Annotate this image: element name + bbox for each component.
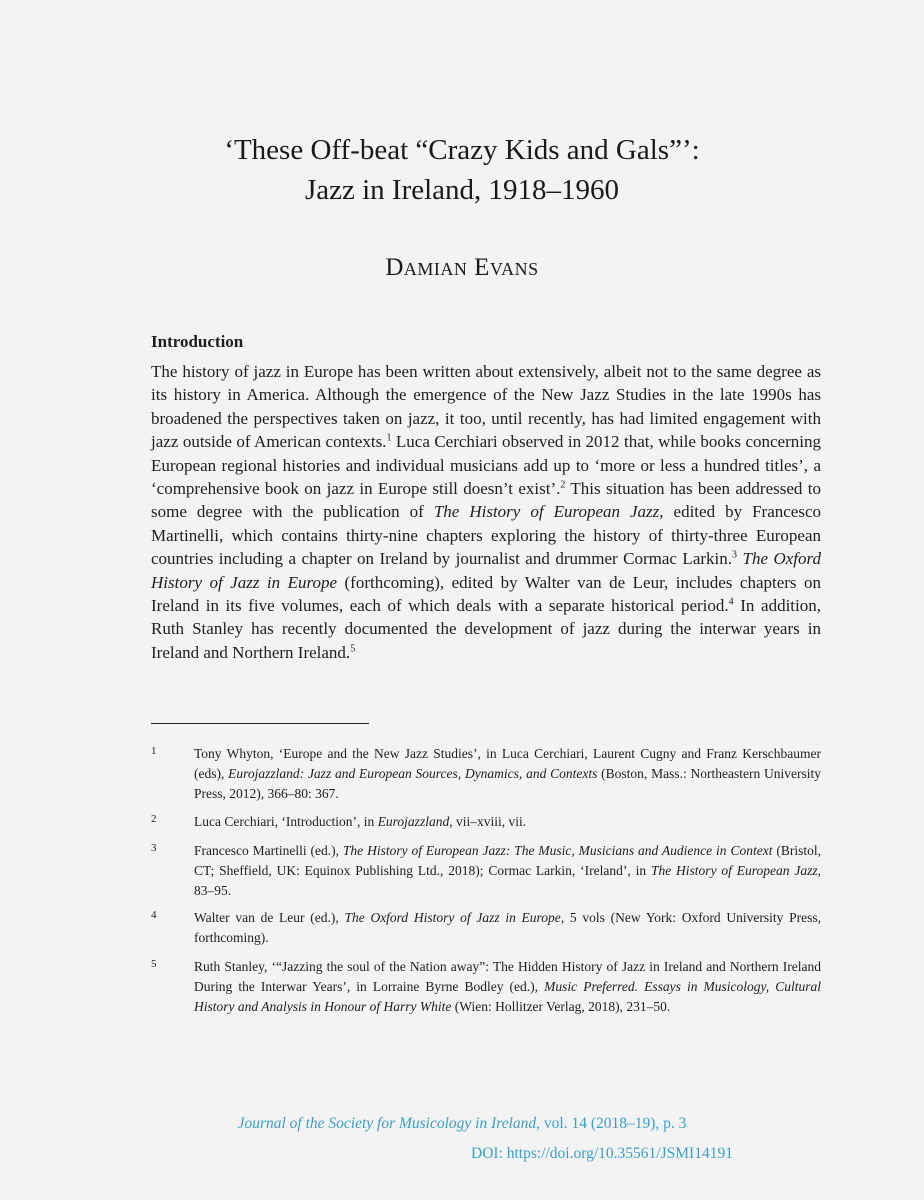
footnote-ref-3[interactable]: 3	[732, 549, 737, 561]
footnote-text-part: Luca Cerchiari, ‘Introduction’, in	[194, 814, 378, 829]
footnote-number: 1	[151, 745, 157, 757]
journal-issue: , vol. 14 (2018–19), p. 3	[536, 1115, 687, 1132]
intro-paragraph	[151, 360, 821, 664]
footnote-2	[151, 812, 821, 832]
footnote-italic-title: The History of European Jazz: The Music, Musicians and Audience in Context	[342, 843, 773, 858]
footnote-text-part: (Bristol, CT; Sheffield, UK: Equinox Publishing Ltd., 2018); Cormac Larkin, ‘Ireland’, in	[194, 843, 821, 878]
body-sentence-3b: , edited by Francesco Martinelli, which contains thirty-nine chapters exploring the history of thirty-three European countries including a chapter on Ireland by journalist and drummer Cormac Larkin.	[151, 502, 821, 569]
footnote-text-part: Francesco Martinelli (ed.),	[194, 843, 343, 858]
author-name: Damian Evans	[385, 254, 539, 281]
footnote-number: 3	[151, 842, 157, 854]
footnote-text-part: , vii–xviii, vii.	[449, 814, 527, 829]
footnote-text-part: Tony Whyton, ‘Europe and the New Jazz Studies’, in Luca Cerchiari, Laurent Cugny and Franz Kerschbaumer (eds),	[194, 746, 821, 781]
body-sentence-4: (forthcoming), edited by Walter van de Leur, includes chapters on Ireland in its five volumes, each of which deals with a separate historical period.	[151, 572, 822, 616]
footnote-text-part: Ruth Stanley, ‘“Jazzing the soul of the Nation away”: The Hidden History of Jazz in Ireland and Northern Ireland During the Interwar Years’, in Lorraine Byrne Bodley (ed.),	[194, 959, 821, 994]
footnote-ref-4[interactable]: 4	[728, 596, 734, 608]
footnote-italic-title: The Oxford History of Jazz in Europe	[344, 910, 561, 925]
footnote-text	[194, 908, 821, 948]
footnote-italic-title: Eurojazzland	[377, 814, 450, 829]
footnote-italic-title: Eurojazzland: Jazz and European Sources, Dynamics, and Contexts	[228, 766, 598, 781]
footnote-ref-2[interactable]: 2	[560, 479, 566, 491]
section-heading: Introduction	[151, 332, 244, 351]
body-sentence-3: This situation has been addressed to some degree with the publication of	[151, 479, 821, 522]
footnote-text	[194, 744, 821, 804]
footnote-italic-title: Music Preferred. Essays in Musicology, Cultural History and Analysis in Honour of Harry White	[194, 979, 821, 1014]
footnote-text-part: (Boston, Mass.: Northeastern University Press, 2012), 366–80: 367.	[194, 766, 821, 801]
body-sentence-2: Luca Cerchiari observed in 2012 that, while books concerning European regional histories and individual musicians add up to ‘more or less a hundred titles’, a ‘comprehensive book on jazz in Europe still doesn’t exist’.	[151, 432, 821, 499]
footnote-divider	[151, 723, 369, 724]
article-title-line-1: ‘These Off-beat “Crazy Kids and Gals”’:	[224, 134, 700, 166]
journal-citation[interactable]	[0, 1115, 924, 1133]
body-book-title-2: The Oxford History of Jazz in Europe	[151, 549, 821, 592]
footnote-4	[151, 908, 821, 948]
footnote-text	[194, 957, 821, 1017]
footnote-number: 4	[151, 909, 157, 921]
footnote-text-part: , 83–95.	[194, 863, 821, 898]
body-sentence-5: In addition, Ruth Stanley has recently documented the development of jazz during the interwar years in Ireland and Northern Ireland.	[151, 596, 821, 662]
footnote-number: 2	[151, 813, 157, 825]
footnote-text-part: , 5 vols (New York: Oxford University Press, forthcoming).	[194, 910, 822, 945]
footnote-ref-5[interactable]: 5	[350, 643, 356, 655]
footnote-number: 5	[151, 958, 157, 970]
article-title-line-2: Jazz in Ireland, 1918–1960	[304, 174, 620, 206]
footnote-5	[151, 957, 821, 1017]
body-sentence-1: The history of jazz in Europe has been written about extensively, albeit not to the same degree as its history in America. Although the emergence of the New Jazz Studies in the late 1990s has broadened the perspectives taken on jazz, it too, until recently, has had limited engagement with jazz outside of American contexts.	[151, 362, 821, 452]
doi-link[interactable]: DOI: https://doi.org/10.35561/JSMI14191	[471, 1145, 733, 1162]
body-book-title-1: The History of European Jazz	[433, 502, 660, 522]
footnote-1	[151, 744, 821, 804]
footnote-ref-1[interactable]: 1	[386, 432, 392, 444]
footnote-text-part: (Wien: Hollitzer Verlag, 2018), 231–50.	[451, 999, 671, 1014]
footnote-text-part: Walter van de Leur (ed.),	[194, 910, 345, 925]
journal-name: Journal of the Society for Musicology in Ireland	[237, 1115, 537, 1132]
footnote-italic-title: The History of European Jazz	[650, 863, 818, 878]
footnote-text	[194, 812, 821, 832]
footnote-text	[194, 841, 821, 901]
footnote-3	[151, 841, 821, 901]
